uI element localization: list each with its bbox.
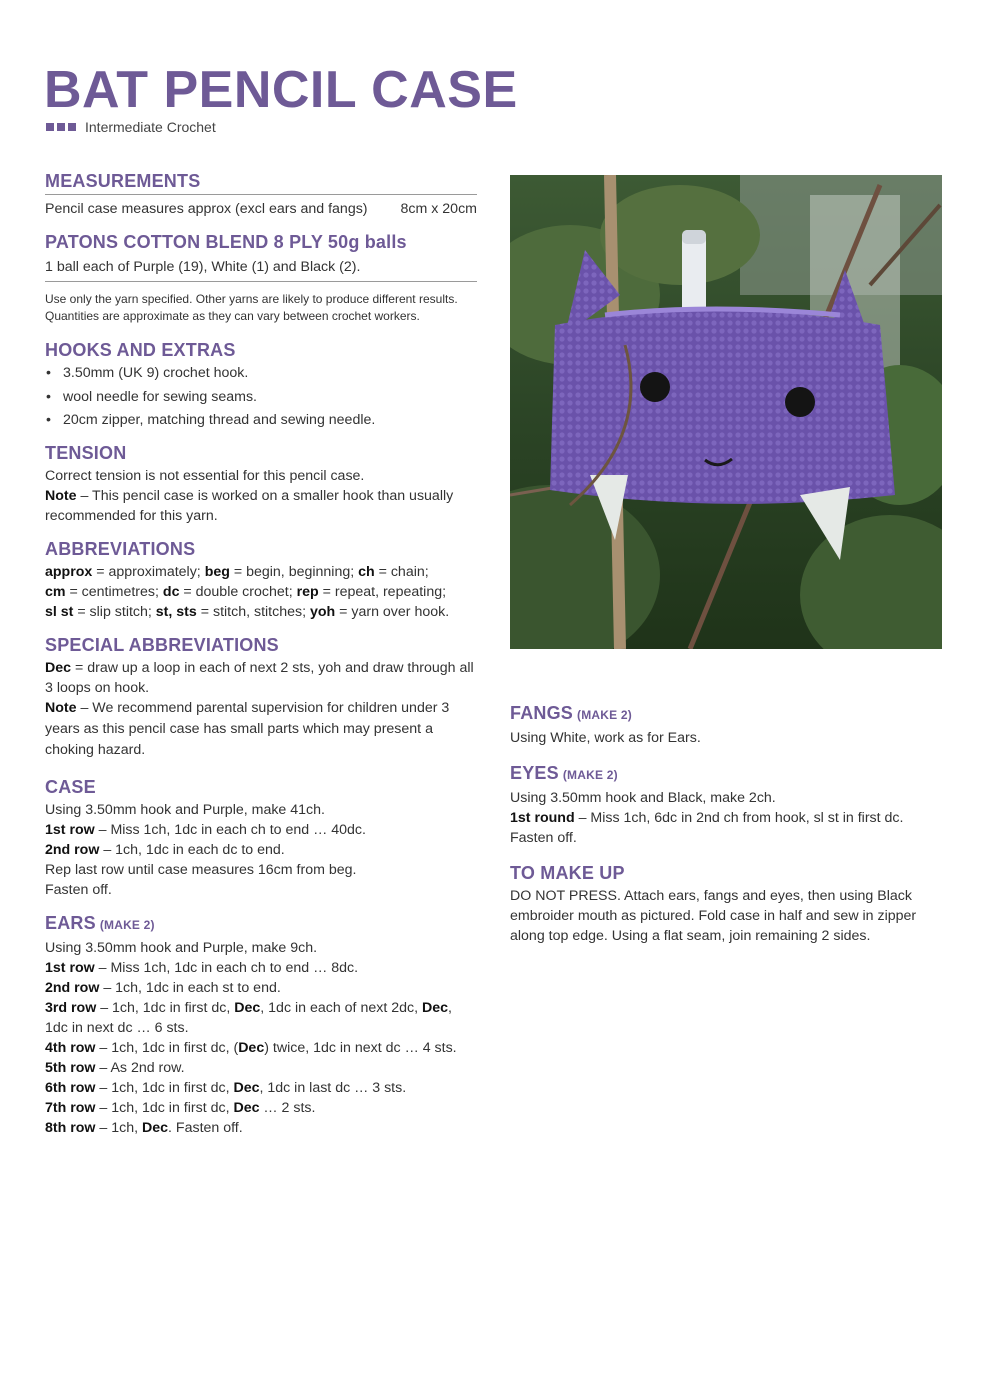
measurements-heading: MEASUREMENTS [45,171,201,191]
row-label: 4th row [45,1040,96,1056]
abbreviations-heading: ABBREVIATIONS [45,539,196,559]
abbrev-term: ch [358,564,375,580]
row-label: 7th row [45,1100,96,1116]
case-row [45,820,477,840]
page-title: BAT PENCIL CASE [44,61,518,119]
case-rep: Rep last row until case measures 16cm from beg. [45,862,357,878]
row-text: – 1ch, 1dc in first dc, [96,1000,235,1016]
row-label: 8th row [45,1120,96,1136]
special-note [45,698,477,761]
ears-rows [45,958,477,1138]
abbrev-term: beg [204,564,230,580]
row-text: ) twice, 1dc in next dc … 4 sts. [264,1040,457,1056]
abbrev-def: = slip stitch; [73,604,156,620]
row-text: – 1ch, 1dc in first dc, [95,1100,234,1116]
list-item: • 20cm zipper, matching thread and sewing needle. [45,410,477,430]
abbrev-term: approx [45,564,93,580]
row-text: – 1ch, 1dc in first dc, [95,1080,234,1096]
ears-row [45,1118,477,1138]
make-up-heading: TO MAKE UP [510,863,625,883]
row-text: – Miss 1ch, 1dc in each ch to end … 40dc. [94,822,366,838]
difficulty-square-icon [46,123,54,131]
row-text: , 1dc in next dc … 6 sts. [45,1000,452,1036]
fangs-text: Using White, work as for Ears. [510,730,701,746]
case-heading: CASE [45,777,96,797]
ears-row [45,1098,477,1118]
yarn-heading [45,229,477,255]
abbreviations-text [45,562,477,622]
eyes-round [510,808,940,828]
round-label: 1st round [510,810,575,826]
note-text: – This pencil case is worked on a smaller hook than usually recommended for this yarn. [45,488,454,524]
difficulty-label: Intermediate Crochet [85,119,216,135]
ears-row [45,1058,477,1078]
row-label: 5th row [45,1060,96,1076]
tension-line: Correct tension is not essential for this pencil case. [45,468,365,484]
tension-note [45,486,477,526]
difficulty-level [46,119,216,135]
abbrev-def: = double crochet; [179,584,297,600]
note-label: Note [45,700,77,716]
abbrev-term: cm [45,584,66,600]
divider [45,281,477,282]
abbrev-def: = centimetres; [65,584,163,600]
yarn-note: Use only the yarn specified. Other yarns are likely to produce different results. [45,292,458,306]
ears-row [45,998,477,1038]
ears-row [45,1078,477,1098]
case-row [45,840,477,860]
abbrev-term: yoh [309,604,336,620]
eyes-intro: Using 3.50mm hook and Black, make 2ch. [510,790,776,806]
ears-row [45,958,477,978]
measurements-label: Pencil case measures approx (excl ears and fangs) [45,201,368,217]
abbrev-def: = chain; [374,564,429,580]
tension-heading: TENSION [45,443,127,463]
measurements-line [45,195,477,219]
left-column [45,168,477,1138]
dec-term: Dec [238,1040,265,1056]
ears-intro: Using 3.50mm hook and Purple, make 9ch. [45,940,318,956]
dec-term: Dec [142,1120,169,1136]
dec-text: = draw up a loop in each of next 2 sts, yoh and draw through all 3 loops on hook. [45,660,474,696]
abbrev-def: = approximately; [92,564,205,580]
row-text: . Fasten off. [168,1120,243,1136]
row-text: – Miss 1ch, 1dc in each ch to end … 8dc. [94,960,359,976]
row-label: 6th row [45,1080,96,1096]
abbrev-def: = begin, beginning; [229,564,359,580]
row-text: – 1ch, [95,1120,142,1136]
row-label: 2nd row [45,842,100,858]
note-text: – We recommend parental supervision for children under 3 years as this pencil case has small parts which may present a choking hazard. [45,700,450,758]
dec-label: Dec [45,660,72,676]
row-label: 1st row [45,960,95,976]
dec-term: Dec [421,1000,448,1016]
list-item: • 3.50mm (UK 9) crochet hook. [45,363,477,383]
row-text: … 2 sts. [259,1100,316,1116]
eyes-fasten: Fasten off. [510,830,577,846]
yarn-note: Quantities are approximate as they can vary between crochet workers. [45,309,420,323]
dec-term: Dec [233,1080,260,1096]
eyes-heading-text: EYES [510,763,559,783]
abbrev-term: rep [296,584,319,600]
eyes-heading [510,760,940,788]
row-label: 3rd row [45,1000,97,1016]
case-intro: Using 3.50mm hook and Purple, make 41ch. [45,802,325,818]
dec-term: Dec [234,1000,261,1016]
abbrev-def: = yarn over hook. [335,604,450,620]
row-text: , 1dc in last dc … 3 sts. [259,1080,407,1096]
row-text: – 1ch, 1dc in each st to end. [99,980,281,996]
yarn-heading-text: PATONS COTTON BLEND 8 PLY 50g balls [45,232,407,252]
special-abbreviations-heading: SPECIAL ABBREVIATIONS [45,635,279,655]
row-label: 2nd row [45,980,100,996]
hooks-list [45,363,477,430]
make-count: (MAKE 2) [562,768,618,782]
ears-row [45,978,477,998]
hooks-heading: HOOKS AND EXTRAS [45,340,236,360]
fangs-heading [510,700,940,728]
fangs-heading-text: FANGS [510,703,574,723]
case-fasten: Fasten off. [45,882,112,898]
abbrev-def: = stitch, stitches; [196,604,310,620]
dec-term: Dec [233,1100,260,1116]
abbrev-term: sl st [45,604,74,620]
row-text: – 1ch, 1dc in each dc to end. [99,842,285,858]
list-item: • wool needle for sewing seams. [45,387,477,407]
abbrev-def: = repeat, repeating; [318,584,447,600]
row-text: – As 2nd row. [95,1060,185,1076]
right-column [510,700,940,946]
note-label: Note [45,488,77,504]
abbrev-term: dc [162,584,180,600]
difficulty-square-icon [68,123,76,131]
difficulty-square-icon [57,123,65,131]
product-photo [510,175,942,649]
measurements-value: 8cm x 20cm [400,201,477,217]
make-up-text: DO NOT PRESS. Attach ears, fangs and eyes, then using Black embroider mouth as pictured. Fold case in half and sew in zipper along top edge. Using a flat seam, join remaining 2 sides. [510,888,917,944]
row-text: , 1dc in each of next 2dc, [260,1000,422,1016]
row-label: 1st row [45,822,95,838]
row-text: – 1ch, 1dc in first dc, ( [95,1040,239,1056]
round-text: – Miss 1ch, 6dc in 2nd ch from hook, sl st in first dc. [574,810,904,826]
ears-row [45,1038,477,1058]
ears-heading [45,910,477,938]
make-count: (MAKE 2) [577,708,632,722]
make-count: (MAKE 2) [99,918,155,932]
dec-definition [45,658,477,698]
yarn-line: 1 ball each of Purple (19), White (1) and Black (2). [45,259,361,275]
abbrev-term: st, sts [155,604,197,620]
ears-heading-text: EARS [45,913,96,933]
